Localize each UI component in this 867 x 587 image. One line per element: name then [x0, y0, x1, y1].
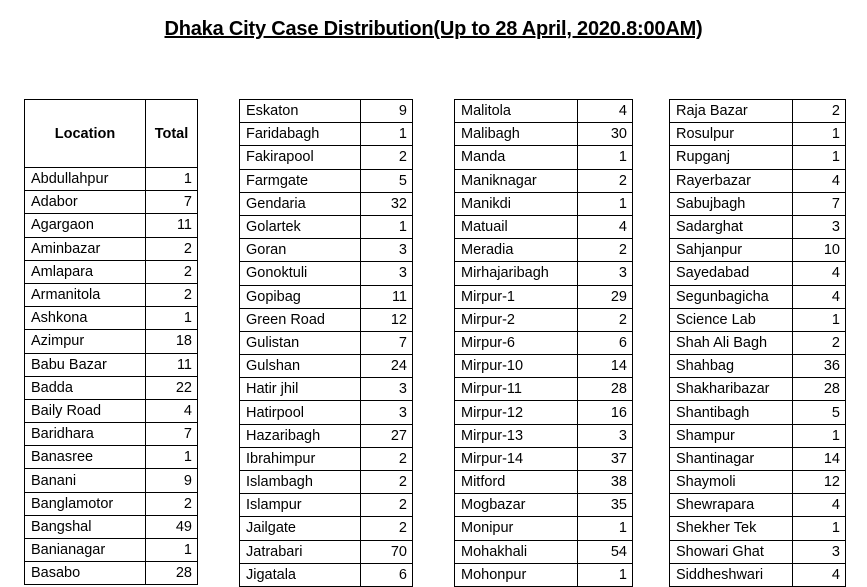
total-cell: 22 [146, 376, 198, 399]
total-cell: 3 [361, 239, 413, 262]
total-cell: 2 [361, 471, 413, 494]
total-cell: 2 [361, 146, 413, 169]
location-cell: Azimpur [25, 330, 146, 353]
location-cell: Green Road [240, 308, 361, 331]
location-cell: Abdullahpur [25, 168, 146, 191]
page-title: Dhaka City Case Distribution(Up to 28 April, 2020.8:00AM) [164, 18, 703, 40]
table-row [240, 563, 413, 586]
total-cell: 14 [793, 447, 846, 470]
total-cell: 5 [361, 169, 413, 192]
total-cell: 54 [578, 540, 633, 563]
table-row [670, 424, 846, 447]
total-cell: 3 [793, 215, 846, 238]
total-cell: 7 [146, 191, 198, 214]
location-cell: Faridabagh [240, 123, 361, 146]
total-cell: 1 [793, 424, 846, 447]
location-cell: Science Lab [670, 308, 793, 331]
table-row [455, 100, 633, 123]
total-cell: 1 [146, 539, 198, 562]
location-cell: Banglamotor [25, 492, 146, 515]
total-cell: 24 [361, 355, 413, 378]
table-row [455, 401, 633, 424]
location-cell: Siddheshwari [670, 563, 793, 586]
location-cell: Ibrahimpur [240, 447, 361, 470]
table-row [670, 239, 846, 262]
table-row [25, 446, 198, 469]
total-cell: 2 [793, 331, 846, 354]
total-cell: 2 [578, 169, 633, 192]
table-row [240, 215, 413, 238]
location-cell: Fakirapool [240, 146, 361, 169]
table-row [25, 562, 198, 585]
location-cell: Amlapara [25, 260, 146, 283]
location-cell: Shakharibazar [670, 378, 793, 401]
table-row [455, 540, 633, 563]
table-row [25, 260, 198, 283]
location-cell: Islampur [240, 494, 361, 517]
location-cell: Shantibagh [670, 401, 793, 424]
total-cell: 1 [361, 215, 413, 238]
total-cell: 1 [146, 307, 198, 330]
location-cell: Raja Bazar [670, 100, 793, 123]
location-cell: Jatrabari [240, 540, 361, 563]
table-row [670, 378, 846, 401]
total-cell: 7 [793, 192, 846, 215]
table-row [670, 494, 846, 517]
total-cell: 4 [578, 215, 633, 238]
total-cell: 28 [578, 378, 633, 401]
location-cell: Jigatala [240, 563, 361, 586]
total-cell: 49 [146, 515, 198, 538]
location-cell: Baily Road [25, 399, 146, 422]
location-cell: Hatirpool [240, 401, 361, 424]
total-cell: 28 [146, 562, 198, 585]
total-cell: 3 [578, 424, 633, 447]
location-cell: Golartek [240, 215, 361, 238]
table-row [25, 283, 198, 306]
table-row [670, 401, 846, 424]
table-row [455, 192, 633, 215]
table-row [670, 563, 846, 586]
total-cell: 11 [146, 353, 198, 376]
table-row [455, 331, 633, 354]
total-cell: 4 [793, 169, 846, 192]
table-row [670, 540, 846, 563]
location-cell: Agargaon [25, 214, 146, 237]
total-cell: 9 [361, 100, 413, 123]
table-row [455, 285, 633, 308]
table-row [25, 492, 198, 515]
table-row [25, 515, 198, 538]
table-row [670, 192, 846, 215]
location-cell: Banianagar [25, 539, 146, 562]
table-row [240, 146, 413, 169]
location-cell: Gulistan [240, 331, 361, 354]
location-cell: Gonoktuli [240, 262, 361, 285]
location-cell: Shampur [670, 424, 793, 447]
total-cell: 4 [793, 262, 846, 285]
total-cell: 2 [578, 308, 633, 331]
table-row [25, 330, 198, 353]
location-cell: Shahbag [670, 355, 793, 378]
table-row [455, 494, 633, 517]
table-row [455, 123, 633, 146]
table-row [240, 355, 413, 378]
location-cell: Shah Ali Bagh [670, 331, 793, 354]
location-cell: Basabo [25, 562, 146, 585]
case-table-1 [24, 99, 198, 585]
total-cell: 70 [361, 540, 413, 563]
table-row [240, 308, 413, 331]
total-cell: 16 [578, 401, 633, 424]
total-cell: 18 [146, 330, 198, 353]
location-cell: Babu Bazar [25, 353, 146, 376]
table-row [455, 262, 633, 285]
table-row [455, 471, 633, 494]
total-cell: 12 [793, 471, 846, 494]
table-row [670, 169, 846, 192]
location-cell: Hatir jhil [240, 378, 361, 401]
total-cell: 1 [793, 123, 846, 146]
location-cell: Shaymoli [670, 471, 793, 494]
total-cell: 2 [361, 517, 413, 540]
location-cell: Gopibag [240, 285, 361, 308]
location-cell: Meradia [455, 239, 578, 262]
location-cell: Malibagh [455, 123, 578, 146]
total-cell: 1 [578, 146, 633, 169]
table-row [25, 214, 198, 237]
table-row [455, 517, 633, 540]
location-cell: Sabujbagh [670, 192, 793, 215]
total-cell: 2 [793, 100, 846, 123]
location-cell: Mitford [455, 471, 578, 494]
location-cell: Mogbazar [455, 494, 578, 517]
table-row [240, 331, 413, 354]
location-cell: Maniknagar [455, 169, 578, 192]
table-row [240, 447, 413, 470]
case-table-4 [669, 99, 846, 587]
location-cell: Hazaribagh [240, 424, 361, 447]
table-row [455, 378, 633, 401]
case-table-3 [454, 99, 633, 587]
total-cell: 14 [578, 355, 633, 378]
total-cell: 1 [146, 446, 198, 469]
total-cell: 11 [146, 214, 198, 237]
location-cell: Mirpur-6 [455, 331, 578, 354]
total-cell: 2 [146, 492, 198, 515]
total-cell: 27 [361, 424, 413, 447]
location-cell: Baridhara [25, 423, 146, 446]
table-row [670, 471, 846, 494]
table-row [455, 308, 633, 331]
location-cell: Shewrapara [670, 494, 793, 517]
table-row [240, 401, 413, 424]
location-cell: Sayedabad [670, 262, 793, 285]
location-cell: Mirpur-13 [455, 424, 578, 447]
location-cell: Mirpur-11 [455, 378, 578, 401]
table-row [240, 262, 413, 285]
location-cell: Adabor [25, 191, 146, 214]
location-cell: Showari Ghat [670, 540, 793, 563]
location-cell: Islambagh [240, 471, 361, 494]
total-cell: 1 [793, 517, 846, 540]
location-cell: Gulshan [240, 355, 361, 378]
table-row [670, 517, 846, 540]
location-cell: Banani [25, 469, 146, 492]
location-cell: Gendaria [240, 192, 361, 215]
location-cell: Armanitola [25, 283, 146, 306]
location-cell: Goran [240, 239, 361, 262]
location-cell: Sadarghat [670, 215, 793, 238]
table-row [240, 239, 413, 262]
table-row [455, 169, 633, 192]
total-cell: 1 [793, 308, 846, 331]
total-cell: 2 [361, 494, 413, 517]
total-cell: 35 [578, 494, 633, 517]
table-row [670, 146, 846, 169]
total-cell: 30 [578, 123, 633, 146]
table-row [455, 355, 633, 378]
location-cell: Matuail [455, 215, 578, 238]
table-row [25, 191, 198, 214]
total-cell: 3 [361, 262, 413, 285]
table-row [455, 239, 633, 262]
total-cell: 37 [578, 447, 633, 470]
location-cell: Mohonpur [455, 563, 578, 586]
table-row [240, 540, 413, 563]
total-cell: 9 [146, 469, 198, 492]
table-row [670, 100, 846, 123]
table-row [240, 100, 413, 123]
location-cell: Badda [25, 376, 146, 399]
case-table-2 [239, 99, 413, 587]
table-row [670, 215, 846, 238]
table-row [455, 563, 633, 586]
location-cell: Mirhajaribagh [455, 262, 578, 285]
table-row [670, 123, 846, 146]
table-row [240, 285, 413, 308]
total-cell: 7 [361, 331, 413, 354]
total-cell: 3 [578, 262, 633, 285]
location-cell: Mirpur-12 [455, 401, 578, 424]
total-cell: 1 [578, 192, 633, 215]
location-cell: Jailgate [240, 517, 361, 540]
table-row [240, 517, 413, 540]
location-cell: Mirpur-2 [455, 308, 578, 331]
location-cell: Aminbazar [25, 237, 146, 260]
total-cell: 11 [361, 285, 413, 308]
location-cell: Mirpur-10 [455, 355, 578, 378]
total-cell: 38 [578, 471, 633, 494]
location-cell: Manikdi [455, 192, 578, 215]
table-row [455, 447, 633, 470]
table-row [25, 376, 198, 399]
location-cell: Manda [455, 146, 578, 169]
table-row [240, 424, 413, 447]
location-cell: Bangshal [25, 515, 146, 538]
location-cell: Mohakhali [455, 540, 578, 563]
table-row [670, 355, 846, 378]
table-row [670, 447, 846, 470]
total-cell: 4 [793, 285, 846, 308]
total-cell: 1 [793, 146, 846, 169]
table-row [25, 399, 198, 422]
total-cell: 2 [578, 239, 633, 262]
table-row [25, 168, 198, 191]
table-row [670, 308, 846, 331]
location-cell: Monipur [455, 517, 578, 540]
table-row [670, 262, 846, 285]
table-row [670, 285, 846, 308]
location-cell: Malitola [455, 100, 578, 123]
total-cell: 7 [146, 423, 198, 446]
total-cell: 2 [146, 237, 198, 260]
total-cell: 32 [361, 192, 413, 215]
table-row [455, 424, 633, 447]
table-row [25, 539, 198, 562]
total-cell: 4 [146, 399, 198, 422]
table-row [240, 494, 413, 517]
location-cell: Shekher Tek [670, 517, 793, 540]
total-cell: 3 [361, 378, 413, 401]
table-row [240, 169, 413, 192]
total-cell: 36 [793, 355, 846, 378]
total-header: Total [146, 100, 198, 168]
location-cell: Mirpur-1 [455, 285, 578, 308]
location-cell: Mirpur-14 [455, 447, 578, 470]
total-cell: 6 [361, 563, 413, 586]
total-cell: 10 [793, 239, 846, 262]
total-cell: 5 [793, 401, 846, 424]
location-cell: Banasree [25, 446, 146, 469]
table-row [25, 307, 198, 330]
total-cell: 4 [578, 100, 633, 123]
table-row [240, 192, 413, 215]
total-cell: 2 [361, 447, 413, 470]
table-row [240, 378, 413, 401]
total-cell: 1 [578, 563, 633, 586]
total-cell: 3 [361, 401, 413, 424]
location-cell: Rosulpur [670, 123, 793, 146]
location-cell: Eskaton [240, 100, 361, 123]
table-row [25, 353, 198, 376]
location-header: Location [25, 100, 146, 168]
total-cell: 12 [361, 308, 413, 331]
table-row [455, 146, 633, 169]
table-row [25, 423, 198, 446]
location-cell: Shantinagar [670, 447, 793, 470]
table-row [670, 331, 846, 354]
table-row [240, 471, 413, 494]
total-cell: 1 [146, 168, 198, 191]
total-cell: 2 [146, 260, 198, 283]
location-cell: Ashkona [25, 307, 146, 330]
location-cell: Rupganj [670, 146, 793, 169]
table-row [240, 123, 413, 146]
total-cell: 1 [578, 517, 633, 540]
location-cell: Sahjanpur [670, 239, 793, 262]
table-row [25, 237, 198, 260]
table-row [455, 215, 633, 238]
total-cell: 28 [793, 378, 846, 401]
location-cell: Segunbagicha [670, 285, 793, 308]
total-cell: 4 [793, 563, 846, 586]
table-row [25, 469, 198, 492]
total-cell: 29 [578, 285, 633, 308]
location-cell: Farmgate [240, 169, 361, 192]
total-cell: 2 [146, 283, 198, 306]
location-cell: Rayerbazar [670, 169, 793, 192]
total-cell: 1 [361, 123, 413, 146]
total-cell: 4 [793, 494, 846, 517]
total-cell: 6 [578, 331, 633, 354]
total-cell: 3 [793, 540, 846, 563]
